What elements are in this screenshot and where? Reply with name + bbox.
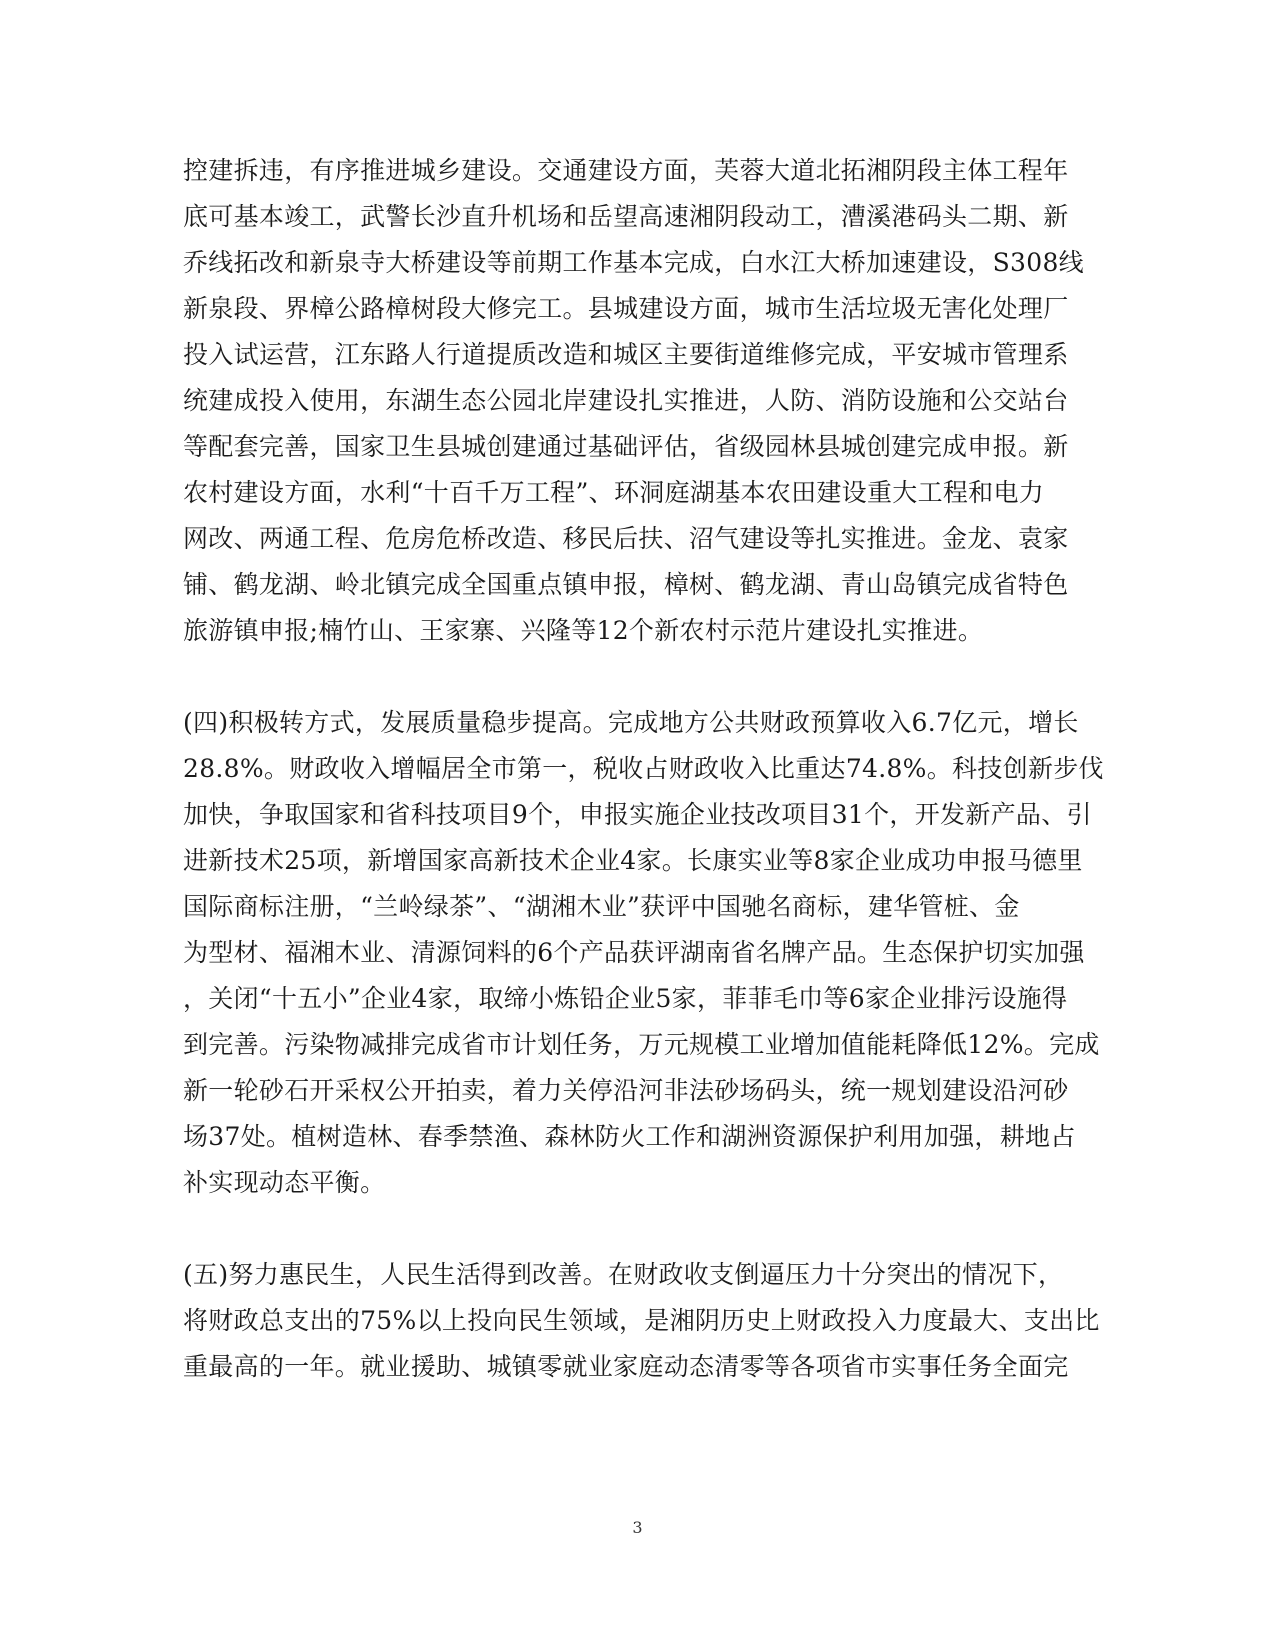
text-line: 为型材、福湘木业、清源饲料的6个产品获评湖南省名牌产品。生态保护切实加强	[183, 938, 1085, 967]
text-line: (五)努力惠民生，人民生活得到改善。在财政收支倒逼压力十分突出的情况下，	[183, 1260, 1064, 1289]
text-line: 28.8%。财政收入增幅居全市第一，税收占财政收入比重达74.8%。科技创新步伐	[183, 754, 1104, 783]
text-line: 农村建设方面，水利“十百千万工程”、环洞庭湖基本农田建设重大工程和电力	[183, 478, 1045, 507]
text-line: 乔线拓改和新泉寺大桥建设等前期工作基本完成，白水江大桥加速建设，S308线	[183, 248, 1084, 277]
text-line: 统建成投入使用，东湖生态公园北岸建设扎实推进，人防、消防设施和公交站台	[183, 386, 1069, 415]
text-line: 底可基本竣工，武警长沙直升机场和岳望高速湘阴段动工，漕溪港码头二期、新	[183, 202, 1069, 231]
text-line: 网改、两通工程、危房危桥改造、移民后扶、沼气建设等扎实推进。金龙、袁家	[183, 524, 1069, 553]
text-line: 场37处。植树造林、春季禁渔、森林防火工作和湖洲资源保护利用加强，耕地占	[183, 1122, 1076, 1151]
text-line: 旅游镇申报;楠竹山、王家寨、兴隆等12个新农村示范片建设扎实推进。	[183, 616, 984, 645]
paragraph-spacer	[183, 1206, 1083, 1252]
text-line: 等配套完善，国家卫生县城创建通过基础评估，省级园林县城创建完成申报。新	[183, 432, 1069, 461]
text-line: (四)积极转方式，发展质量稳步提高。完成地方公共财政预算收入6.7亿元，增长	[183, 708, 1079, 737]
page-number: 3	[632, 1518, 643, 1537]
paragraph-spacer	[183, 654, 1083, 700]
paragraph	[183, 700, 1104, 1206]
paragraph	[183, 1252, 1100, 1390]
text-line: 国际商标注册，“兰岭绿茶”、“湖湘木业”获评中国驰名商标，建华管桩、金	[183, 892, 1020, 921]
text-line: ，关闭“十五小”企业4家，取缔小炼铅企业5家，菲菲毛巾等6家企业排污设施得	[183, 984, 1068, 1013]
paragraph	[183, 148, 1083, 654]
text-line: 投入试运营，江东路人行道提质改造和城区主要街道维修完成，平安城市管理系	[183, 340, 1069, 369]
text-line: 重最高的一年。就业援助、城镇零就业家庭动态清零等各项省市实事任务全面完	[183, 1352, 1069, 1381]
text-line: 补实现动态平衡。	[183, 1168, 386, 1197]
text-line: 进新技术25项，新增国家高新技术企业4家。长康实业等8家企业成功申报马德里	[183, 846, 1083, 875]
text-line: 新一轮砂石开采权公开拍卖，着力关停沿河非法砂场码头，统一规划建设沿河砂	[183, 1076, 1069, 1105]
text-line: 控建拆违，有序推进城乡建设。交通建设方面，芙蓉大道北拓湘阴段主体工程年	[183, 156, 1069, 185]
text-line: 加快，争取国家和省科技项目9个，申报实施企业技改项目31个，开发新产品、引	[183, 800, 1092, 829]
text-line: 到完善。污染物减排完成省市计划任务，万元规模工业增加值能耗降低12%。完成	[183, 1030, 1100, 1059]
text-line: 新泉段、界樟公路樟树段大修完工。县城建设方面，城市生活垃圾无害化处理厂	[183, 294, 1069, 323]
text-line: 将财政总支出的75%以上投向民生领域，是湘阴历史上财政投入力度最大、支出比	[183, 1306, 1100, 1335]
body-text	[183, 148, 1104, 1390]
text-line: 铺、鹤龙湖、岭北镇完成全国重点镇申报，樟树、鹤龙湖、青山岛镇完成省特色	[183, 570, 1069, 599]
